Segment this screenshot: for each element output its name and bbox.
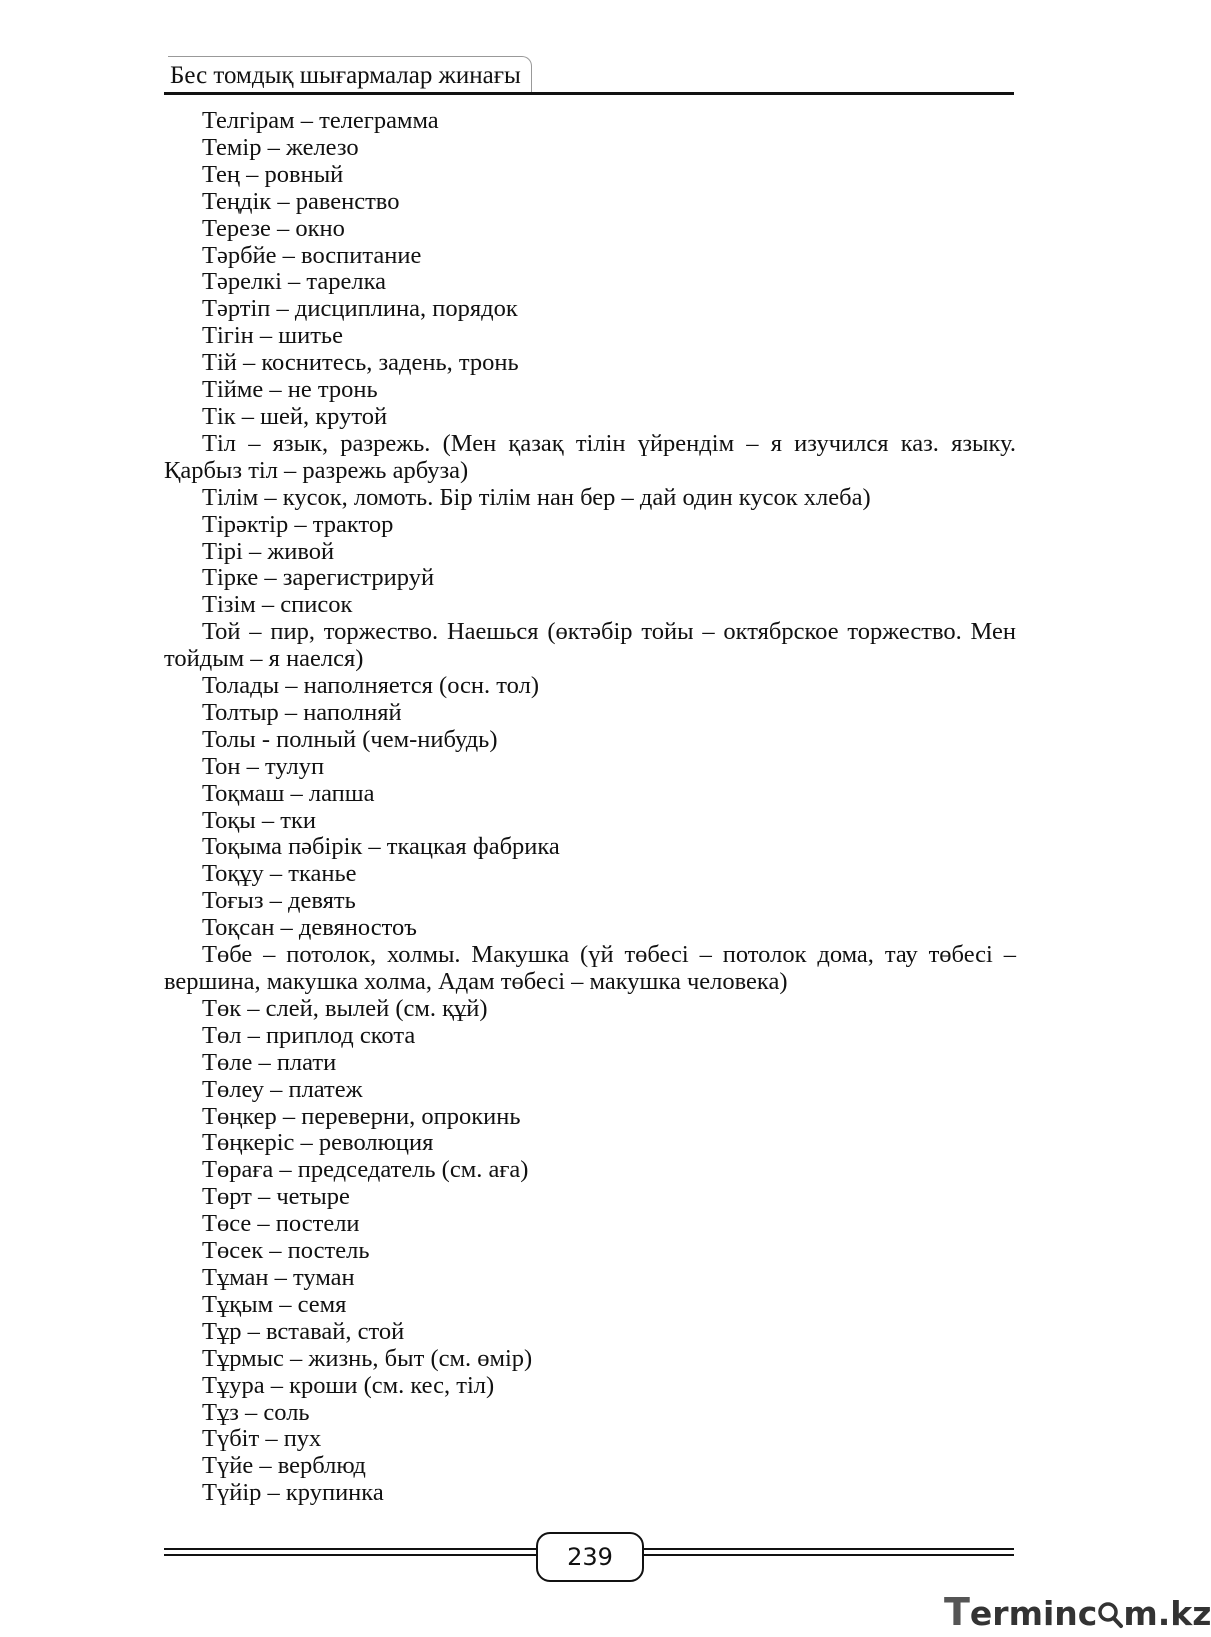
glossary-entry: Тоқсан – девяностоъ — [202, 914, 417, 942]
footer-rule-right-top — [640, 1548, 1014, 1550]
glossary-entry: Тәртіп – дисциплина, порядок — [202, 295, 518, 323]
watermark-domain: m.kz — [1123, 1594, 1211, 1633]
glossary-entry: Тік – шей, крутой — [202, 402, 388, 430]
glossary-entry: Тірәктір – трактор — [202, 510, 394, 538]
glossary-entry: Тіл – язык, разрежь. (Мен қазақ тілін үйрендім – я изучился каз. языку. Қарбыз тіл – разрежь арбуза) — [164, 429, 1016, 484]
page-number: 239 — [536, 1532, 644, 1582]
glossary-entry: Тілім – кусок, ломоть. Бір тілім нан бер – дай один кусок хлеба) — [202, 483, 871, 511]
glossary-entry: Толады – наполняется (осн. тол) — [202, 672, 539, 700]
glossary-entry: Тоқы – тки — [202, 806, 316, 834]
glossary-entry: Теңдік – равенство — [202, 187, 400, 215]
glossary-entry: Төсе – постели — [202, 1210, 360, 1238]
glossary-entry: Төңкеріс – революция — [202, 1129, 434, 1157]
glossary-entry: Телгірам – телеграмма — [202, 107, 439, 134]
glossary-entry: Тон – тулуп — [202, 752, 325, 780]
footer-rule-left-bottom — [164, 1554, 536, 1556]
header-rule — [164, 92, 1014, 95]
footer-rule-right-bottom — [640, 1554, 1014, 1556]
glossary-entry: Тоқұу – тканье — [202, 860, 357, 888]
glossary-entry: Түбіт – пух — [202, 1425, 322, 1453]
glossary-entry: Төсек – постель — [202, 1237, 370, 1265]
glossary-entry: Тігін – шитье — [202, 322, 343, 350]
magnifier-icon — [1097, 1599, 1123, 1629]
footer-rule-left-top — [164, 1548, 536, 1550]
glossary-entry: Төле – плати — [202, 1048, 337, 1076]
glossary-entry: Тоқмаш – лапша — [202, 779, 375, 807]
site-watermark — [944, 1592, 1211, 1632]
glossary-entry: Тең – ровный — [202, 160, 344, 188]
glossary-entry: Төңкер – переверни, опрокинь — [202, 1102, 521, 1130]
glossary-entry: Той – пир, торжество. Наешься (өктәбір тойы – октябрское торжество. Мен тойдым – я наелся) — [164, 618, 1016, 673]
glossary-entry: Толтыр – наполняй — [202, 698, 402, 726]
glossary-entry: Терезе – окно — [202, 214, 345, 242]
glossary-entry: Түйе – верблюд — [202, 1452, 366, 1480]
glossary-entry: Төлеу – платеж — [202, 1075, 363, 1103]
glossary-entry: Төбе – потолок, холмы. Макушка (үй төбесі – потолок дома, тау төбесі – вершина, макушка холма, Адам төбесі – макушка человека) — [164, 941, 1016, 995]
glossary-entry: Темір – железо — [202, 133, 359, 161]
glossary-entry: Тұз – соль — [202, 1398, 310, 1426]
glossary-entry: Төраға – председатель (см. аға) — [202, 1156, 529, 1184]
glossary-entry: Тоқыма пәбірік – ткацкая фабрика — [202, 833, 560, 861]
glossary-entry: Тірке – зарегистрируй — [202, 564, 435, 592]
running-header: Бес томдық шығармалар жинағы — [168, 56, 532, 95]
glossary-entry: Төл – приплод скота — [202, 1021, 416, 1049]
glossary-entry: Тій – коснитесь, задень, тронь — [202, 349, 519, 377]
glossary-entries — [164, 108, 1016, 1507]
glossary-entry: Тійме – не тронь — [202, 376, 378, 404]
glossary-entry: Тұр – вставай, стой — [202, 1317, 405, 1345]
glossary-entry: Тұман – туман — [202, 1263, 355, 1291]
watermark-text: erminc — [969, 1594, 1098, 1633]
glossary-entry: Түйір – крупинка — [202, 1479, 384, 1507]
glossary-entry: Тірі – живой — [202, 537, 335, 565]
glossary-entry: Тоғыз – девять — [202, 887, 356, 915]
glossary-entry: Толы - полный (чем-нибудь) — [202, 725, 498, 753]
glossary-entry: Тәрбйе – воспитание — [202, 241, 422, 269]
glossary-entry: Тұура – кроши (см. кес, тіл) — [202, 1371, 495, 1399]
glossary-entry: Тұрмыс – жизнь, быт (см. өмір) — [202, 1344, 533, 1372]
glossary-entry: Тәрелкі – тарелка — [202, 268, 387, 296]
glossary-entry: Төк – слей, вылей (см. құй) — [202, 994, 488, 1022]
glossary-entry: Тізім – список — [202, 591, 353, 619]
glossary-entry: Төрт – четыре — [202, 1183, 350, 1211]
watermark-first-letter: T — [944, 1590, 970, 1634]
glossary-entry: Тұқым – семя — [202, 1290, 347, 1318]
